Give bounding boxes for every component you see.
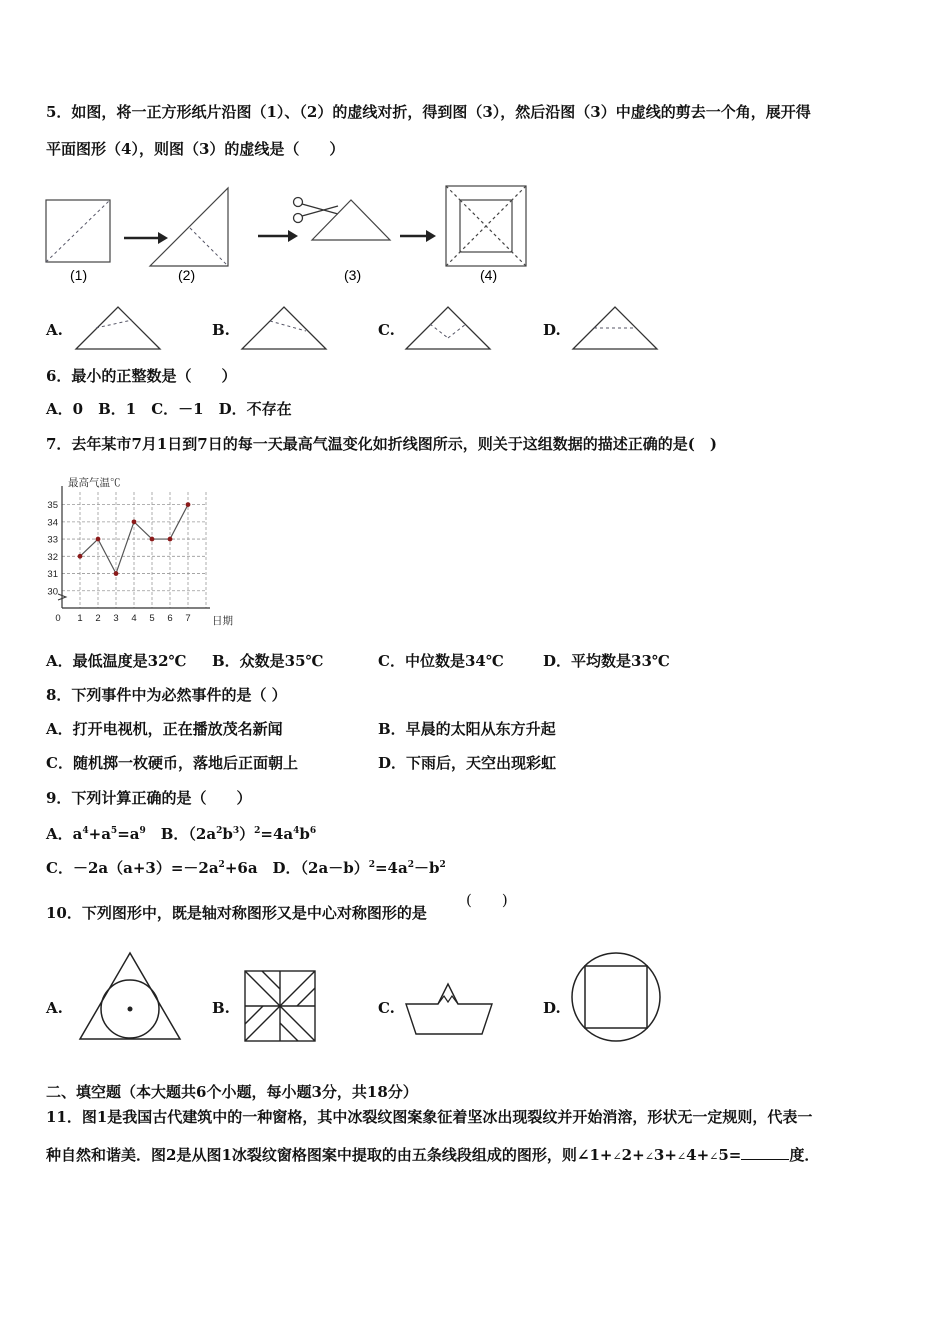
q5-stem-line1: 5．如图，将一正方形纸片沿图（1）、（2）的虚线对折，得到图（3），然后沿图（3）中虚线的剪去一个角，展开得 [46, 103, 811, 121]
q7-option-a[interactable]: A．最低温度是32℃ [46, 652, 187, 670]
fig4-label: (4) [480, 267, 498, 283]
q10-option-b-label[interactable]: B. [212, 999, 230, 1017]
q6-options[interactable]: A．0 B．1 C．－1 D．不存在 [46, 400, 292, 418]
q10-option-a-figure[interactable] [76, 950, 184, 1044]
fig3-triangle [312, 200, 390, 240]
x-tick-label: 3 [113, 613, 119, 624]
q5-fold-figures [40, 184, 530, 284]
q5-option-a-label[interactable]: A. [46, 321, 63, 339]
y-tick-label: 30 [47, 586, 58, 598]
q6-stem: 6．最小的正整数是（ ） [46, 367, 237, 385]
data-point [78, 554, 83, 559]
q10-paren: ( ) [466, 891, 508, 909]
fig3-label: (3) [344, 267, 362, 283]
q8-option-a[interactable]: A．打开电视机，正在播放茂名新闻 [46, 720, 283, 738]
x-tick-label: 2 [95, 613, 101, 624]
q5-stem-line2: 平面图形（4），则图（3）的虚线是（ ） [46, 140, 345, 158]
q9-options-line2[interactable]: C．$-2a(a+3)=-2a^2+6a$ D．$(2a-b)^2=4a^2-b^2$ [46, 859, 446, 877]
q10-option-d-figure[interactable] [570, 950, 664, 1044]
q10-option-c-label[interactable]: C. [378, 999, 395, 1017]
q5-option-d-label[interactable]: D. [543, 321, 561, 339]
x-tick-label: 1 [77, 613, 83, 624]
q8-option-d[interactable]: D．下雨后，天空出现彩虹 [378, 754, 557, 772]
data-point [186, 502, 191, 507]
data-point [168, 537, 173, 542]
q9-options-line1[interactable]: A．$a^4+a^5=a^9$ B．$(2a^2b^3)^2=4a^4b^6$ [46, 825, 317, 843]
q11-line1: 11．图1是我国古代建筑中的一种窗格，其中冰裂纹图案象征着坚冰出现裂纹并开始消溶，形状无一定规则，代表一 [46, 1108, 813, 1126]
x-tick-label: 7 [185, 613, 191, 624]
section2-title: 二、填空题（本大题共6个小题，每小题3分，共18分） [46, 1083, 418, 1101]
q10-option-c-figure[interactable] [404, 980, 494, 1040]
q10-option-b-figure[interactable] [242, 968, 318, 1044]
q10-stem: 10．下列图形中，既是轴对称图形又是中心对称图形的是 [46, 904, 427, 922]
q10-option-d-label[interactable]: D. [543, 999, 561, 1017]
q8-option-b[interactable]: B．早晨的太阳从东方升起 [378, 720, 556, 738]
q5-option-c-figure[interactable] [404, 304, 494, 352]
q8-stem: 8．下列事件中为必然事件的是（ ） [46, 686, 287, 704]
x-tick-label: 5 [149, 613, 155, 624]
x-tick-label: 0 [55, 613, 61, 624]
fig1-label: (1) [70, 267, 88, 283]
y-tick-label: 34 [47, 517, 58, 529]
q9-stem: 9．下列计算正确的是（ ） [46, 789, 252, 807]
q5-option-c-label[interactable]: C. [378, 321, 395, 339]
data-point [150, 537, 155, 542]
q10-option-a-label[interactable]: A. [46, 999, 63, 1017]
q11-line2-a: 种自然和谐美．图2是从图1冰裂纹窗格图案中提取的由五条线段组成的图形，则∠1+ [46, 1146, 613, 1164]
fig2-label: (2) [178, 267, 196, 283]
y-tick-label: 33 [47, 534, 58, 546]
q5-option-b-label[interactable]: B. [212, 321, 230, 339]
data-point [132, 519, 137, 524]
chart-ylabel: 最高气温℃ [68, 477, 121, 489]
q5-option-a-figure[interactable] [74, 304, 164, 352]
x-tick-label: 6 [167, 613, 173, 624]
y-tick-label: 32 [47, 551, 58, 563]
q7-stem: 7．去年某市7月1日到7日的每一天最高气温变化如折线图所示，则关于这组数据的描述正确的是( ) [46, 435, 717, 453]
q11-line2: 种自然和谐美．图2是从图1冰裂纹窗格图案中提取的由五条线段组成的图形，则∠1+∠2+∠3+∠4+∠5= 度． [46, 1146, 820, 1164]
q11-answer-blank[interactable] [741, 1145, 789, 1160]
q11-line2-b: 度． [789, 1146, 820, 1164]
scissors-icon [294, 198, 339, 223]
y-tick-label: 35 [47, 500, 58, 512]
data-point [96, 537, 101, 542]
q5-option-d-figure[interactable] [571, 304, 661, 352]
q7-line-chart [46, 470, 246, 630]
y-tick-label: 31 [47, 569, 58, 581]
fig4-square [446, 186, 526, 266]
chart-xlabel: 日期 [212, 615, 233, 627]
data-point [114, 571, 119, 576]
q7-option-b[interactable]: B．众数是35℃ [212, 652, 324, 670]
q8-option-c[interactable]: C．随机掷一枚硬币，落地后正面朝上 [46, 754, 298, 772]
q7-option-c[interactable]: C．中位数是34℃ [378, 652, 504, 670]
q7-option-d[interactable]: D．平均数是33℃ [543, 652, 670, 670]
x-tick-label: 4 [131, 613, 137, 624]
q5-option-b-figure[interactable] [240, 304, 330, 352]
